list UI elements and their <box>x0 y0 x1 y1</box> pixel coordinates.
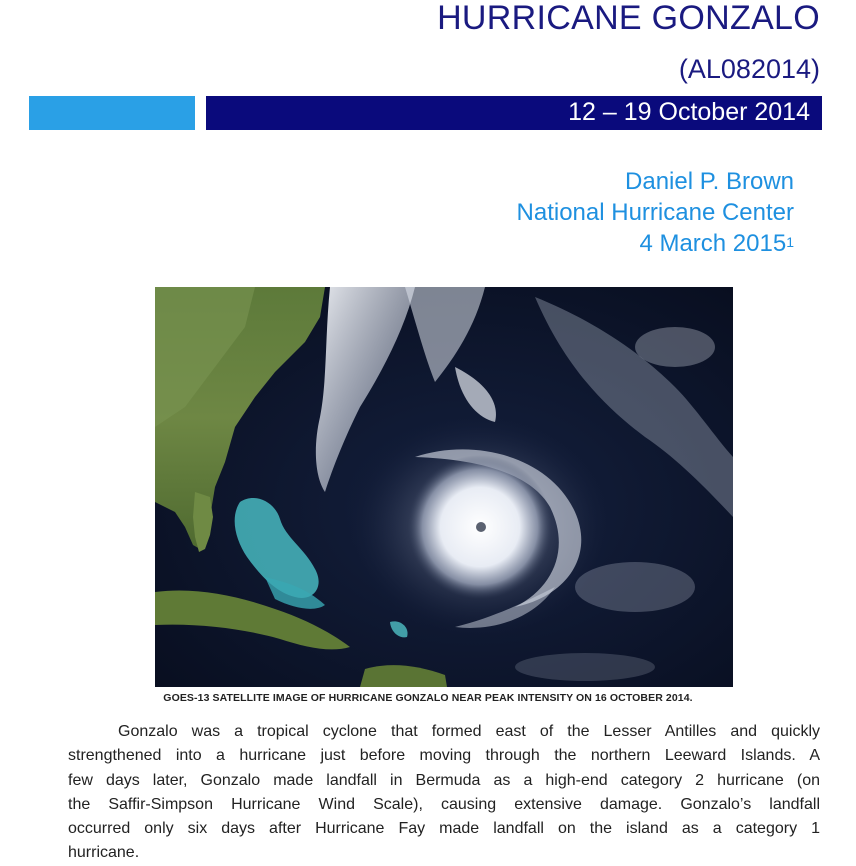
report-title: HURRICANE GONZALO <box>437 0 820 37</box>
paragraph-line: hurricane. <box>68 844 140 862</box>
paragraph-line: strengthened into a hurricane just before moving through the northern Leeward Islands. A <box>68 747 820 765</box>
author-organization: National Hurricane Center <box>516 199 794 226</box>
paragraph-line: the Saffir-Simpson Hurricane Wind Scale), causing extensive damage. Gonzalo’s landfall <box>68 795 820 813</box>
paragraph-line: few days later, Gonzalo made landfall in Bermuda as a high-end category 2 hurricane (on <box>68 771 820 789</box>
storm-identifier: (AL082014) <box>678 54 820 84</box>
footnote-mark: 1 <box>786 234 794 250</box>
header-date-bar <box>206 96 822 130</box>
summary-paragraph <box>68 720 820 866</box>
report-date <box>639 229 794 259</box>
figure-caption: GOES-13 SATELLITE IMAGE OF HURRICANE GONZALO NEAR PEAK INTENSITY ON 16 OCTOBER 2014. <box>163 692 693 704</box>
paragraph-line: Gonzalo was a tropical cyclone that formed east of the Lesser Antilles and quickly <box>118 723 820 740</box>
satellite-image <box>155 287 733 687</box>
storm-dates: 12 – 19 October 2014 <box>568 98 810 126</box>
report-date-text: 4 March 2015 <box>639 230 787 257</box>
author-name: Daniel P. Brown <box>625 168 794 195</box>
paragraph-line: occurred only six days after Hurricane Fay made landfall on the island as a category 1 <box>68 820 820 838</box>
header-accent-bar <box>29 96 195 130</box>
hurricane-eye <box>476 522 486 532</box>
